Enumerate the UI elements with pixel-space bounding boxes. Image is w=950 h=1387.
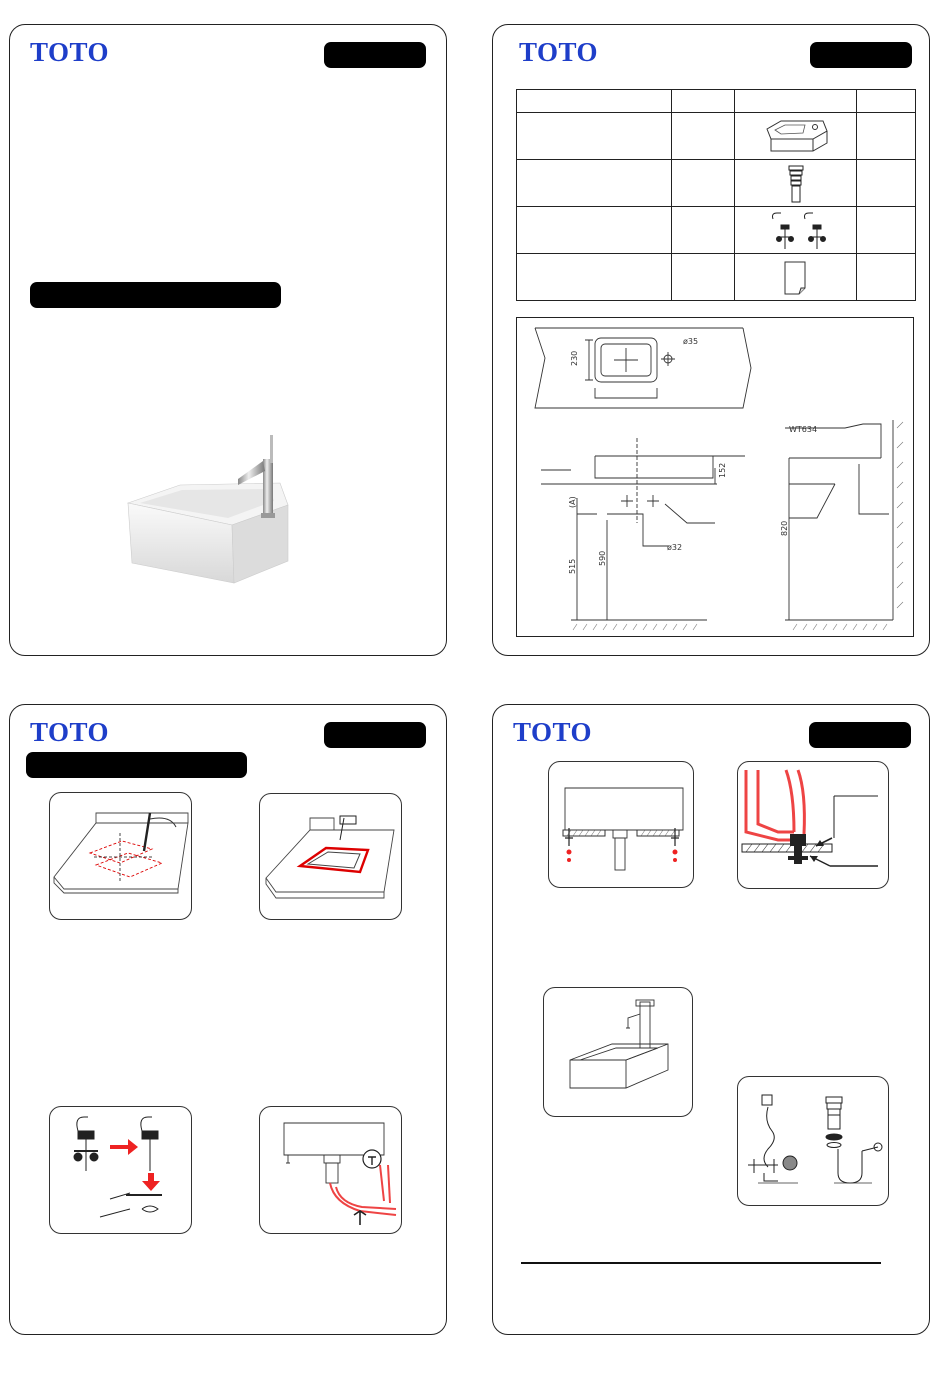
brand-logo: TOTO [30, 37, 110, 67]
footer-rule [521, 1262, 881, 1264]
table-row [517, 160, 916, 207]
section-heading-bar [30, 282, 281, 308]
step-assemble-bolt [49, 1106, 192, 1234]
page-tag [810, 42, 912, 68]
part-bolts-icon [735, 207, 857, 254]
page-tag [324, 42, 426, 68]
part-drain-icon [735, 160, 857, 207]
dim-230: 230 [570, 350, 579, 366]
panel-installation-steps [9, 704, 447, 1335]
part-basin-icon [735, 113, 857, 160]
step-fix-basin [259, 1106, 402, 1234]
dim-dia35: ø35 [683, 337, 699, 346]
panel-parts-dimensions [492, 24, 930, 656]
step-mark-cutout [49, 792, 192, 920]
section-heading-bar [26, 752, 247, 778]
label-wt634: WT634 [789, 425, 818, 434]
table-row [517, 254, 916, 301]
table-row [517, 90, 916, 113]
panel-cover [9, 24, 447, 656]
dim-820: 820 [780, 520, 789, 536]
step-wall-section [737, 761, 889, 889]
dim-152: 152 [718, 462, 727, 478]
part-manual-icon [735, 254, 857, 301]
step-trap-assembly [737, 1076, 889, 1206]
dim-590: 590 [598, 550, 607, 566]
dim-A: (A) [568, 496, 577, 508]
product-photo [120, 423, 330, 585]
panel-final-steps [492, 704, 930, 1335]
page-tag [809, 722, 911, 748]
brand-logo: TOTO [513, 717, 593, 747]
brand-logo: TOTO [30, 717, 110, 747]
step-drain-fit [548, 761, 694, 888]
dim-515: 515 [568, 558, 577, 574]
dim-dia32: ø32 [667, 543, 683, 552]
step-cut-opening [259, 793, 402, 920]
brand-logo: TOTO [519, 37, 599, 67]
step-complete-view [543, 987, 693, 1117]
table-row [517, 207, 916, 254]
dimension-drawing [516, 317, 914, 637]
page-tag [324, 722, 426, 748]
parts-table [516, 89, 916, 301]
table-row [517, 113, 916, 160]
